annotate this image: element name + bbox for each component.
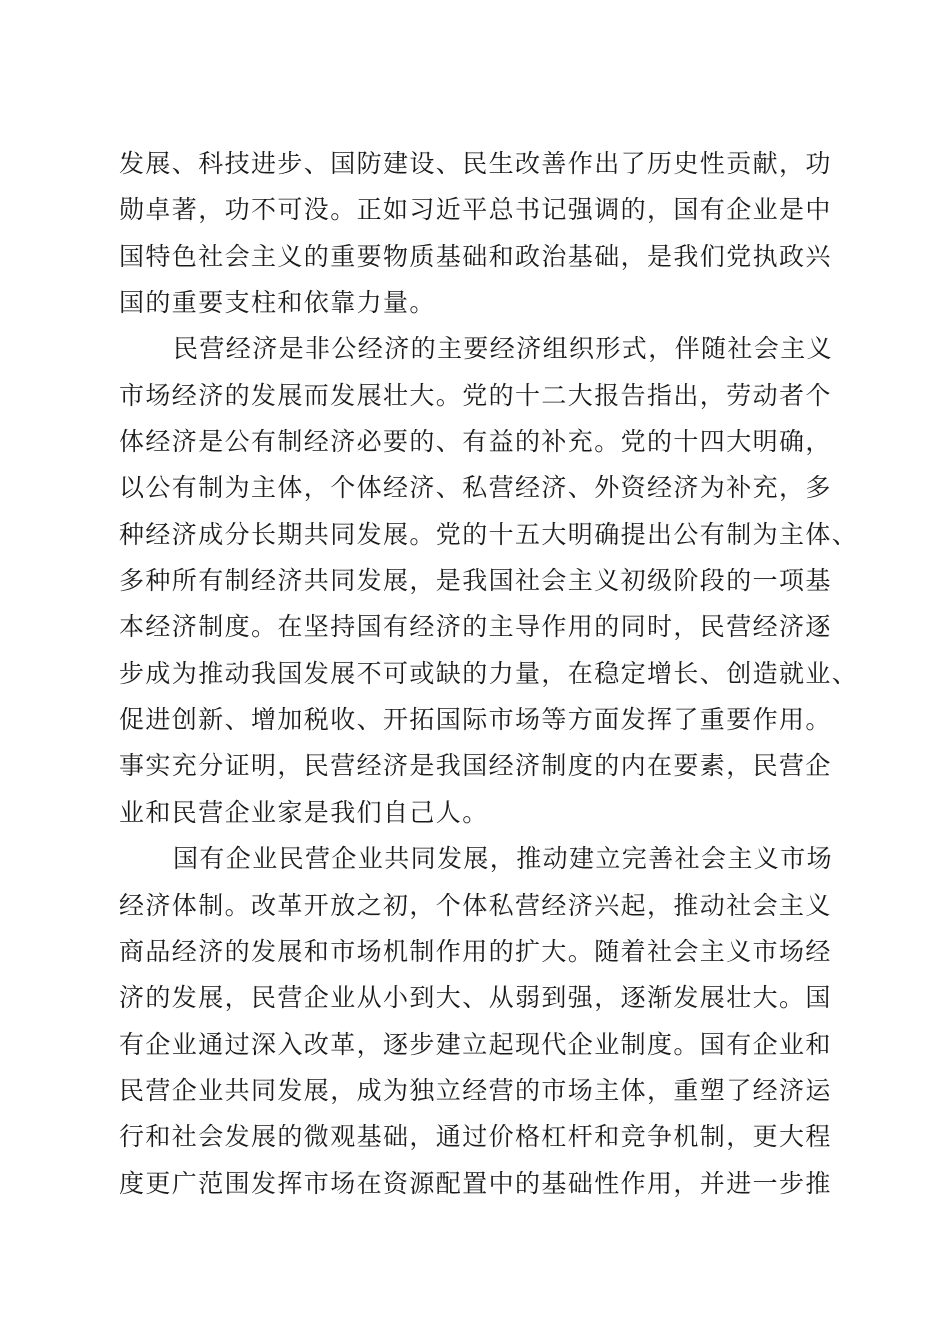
text-line: 多种所有制经济共同发展，是我国社会主义初级阶段的一项基: [119, 566, 832, 596]
body-text: [119, 141, 859, 1207]
text-line: 市场经济的发展而发展壮大。党的十二大报告指出，劳动者个: [119, 380, 832, 410]
text-line: 以公有制为主体，个体经济、私营经济、外资经济为补充，多: [119, 473, 832, 503]
text-line: 本经济制度。在坚持国有经济的主导作用的同时，民营经济逐: [119, 612, 832, 642]
text-line: 发展、科技进步、国防建设、民生改善作出了历史性贡献，功: [119, 149, 832, 178]
text-line: 国的重要支柱和依靠力量。: [119, 288, 436, 318]
text-line: 国特色社会主义的重要物质基础和政治基础，是我们党执政兴: [119, 241, 832, 271]
text-line: 促进创新、增加税收、开拓国际市场等方面发挥了重要作用。: [119, 705, 832, 735]
text-line: 行和社会发展的微观基础，通过价格杠杆和竞争机制，更大程: [119, 1122, 832, 1152]
text-line: 济的发展，民营企业从小到大、从弱到强，逐渐发展壮大。国: [119, 983, 832, 1013]
text-line: 民营企业共同发展，成为独立经营的市场主体，重塑了经济运: [119, 1075, 832, 1105]
text-line: 度更广范围发挥市场在资源配置中的基础性作用，并进一步推: [119, 1168, 832, 1198]
text-line: 事实充分证明，民营经济是我国经济制度的内在要素，民营企: [119, 751, 832, 781]
text-line: 体经济是公有制经济必要的、有益的补充。党的十四大明确，: [119, 427, 832, 457]
text-line: 步成为推动我国发展不可或缺的力量，在稳定增长、创造就业、: [119, 658, 859, 688]
paragraph-first-line: 国有企业民营企业共同发展，推动建立完善社会主义市场: [173, 844, 834, 874]
text-line: 有企业通过深入改革，逐步建立起现代企业制度。国有企业和: [119, 1029, 832, 1059]
text-line: 业和民营企业家是我们自己人。: [119, 797, 489, 827]
paragraph-first-line: 民营经济是非公经济的主要经济组织形式，伴随社会主义: [173, 334, 834, 364]
text-line: 商品经济的发展和市场机制作用的扩大。随着社会主义市场经: [119, 936, 832, 966]
text-line: 经济体制。改革开放之初，个体私营经济兴起，推动社会主义: [119, 890, 832, 920]
text-line: 勋卓著，功不可没。正如习近平总书记强调的，国有企业是中: [119, 195, 832, 225]
text-line: 种经济成分长期共同发展。党的十五大明确提出公有制为主体、: [119, 519, 859, 549]
